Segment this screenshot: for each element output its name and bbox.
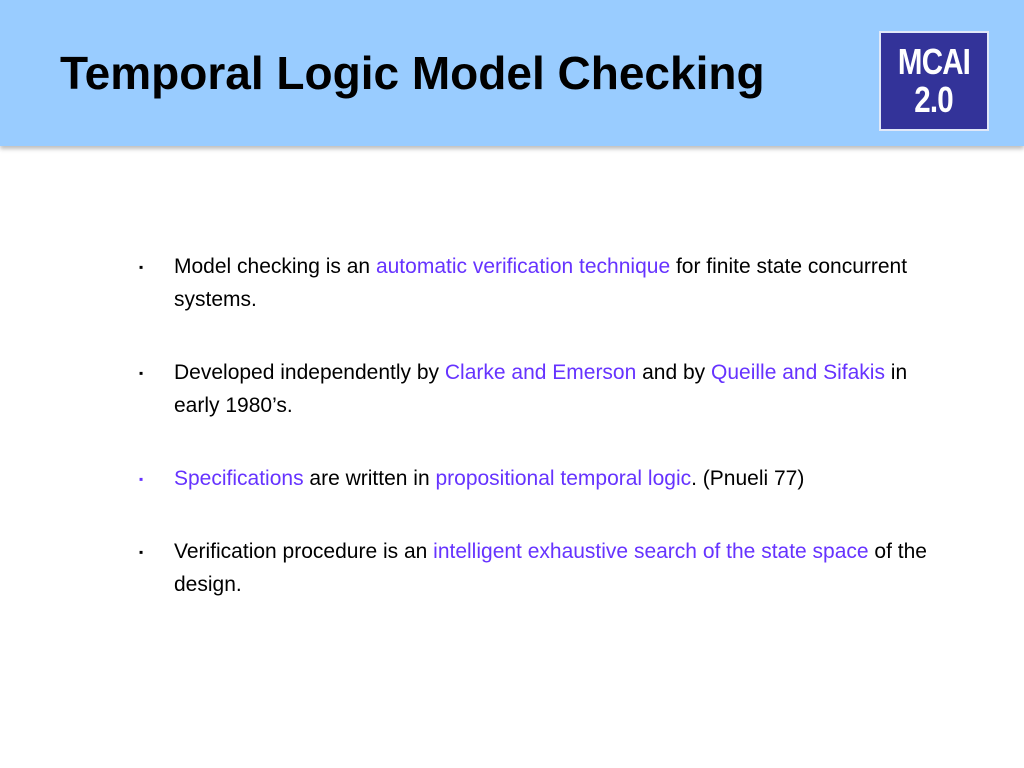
bullet-marker-icon: ▪ [139, 260, 144, 274]
bullet-item [137, 462, 927, 495]
bullet-marker-icon: ▪ [139, 366, 144, 380]
text-segment: of the design. [174, 540, 927, 596]
bullet-list [137, 250, 927, 641]
bullet-text [174, 361, 907, 417]
logo-line-2: 2.0 [914, 79, 954, 120]
highlighted-term: automatic verification technique [375, 255, 671, 278]
bullet-text [174, 255, 907, 311]
text-segment: for finite state concurrent systems. [174, 255, 908, 311]
mcai-logo [879, 31, 989, 131]
bullet-text [174, 540, 927, 596]
text-segment: and by [636, 361, 712, 384]
bullet-item [137, 250, 927, 316]
bullet-item [137, 356, 927, 422]
text-segment: in early 1980’s. [174, 361, 908, 417]
slide-header [0, 0, 1024, 146]
bullet-item [137, 535, 927, 601]
text-segment: Developed independently by [174, 361, 445, 384]
logo-line-1: MCAI [897, 41, 971, 82]
highlighted-term: propositional temporal logic [435, 467, 692, 490]
highlighted-term: Clarke and Emerson [444, 361, 637, 384]
highlighted-term: Queille and Sifakis [711, 361, 885, 384]
text-segment: Model checking is an [174, 255, 376, 278]
slide-title: Temporal Logic Model Checking [60, 47, 765, 99]
bullet-marker-icon: ▪ [139, 472, 144, 486]
highlighted-term: intelligent exhaustive search of the state space [433, 540, 869, 563]
highlighted-term: Specifications [174, 467, 304, 490]
bullet-marker-icon: ▪ [139, 545, 144, 559]
bullet-text [174, 467, 804, 490]
text-segment: Verification procedure is an [174, 540, 434, 563]
text-segment: . (Pnueli 77) [691, 467, 805, 490]
text-segment: are written in [303, 467, 436, 490]
